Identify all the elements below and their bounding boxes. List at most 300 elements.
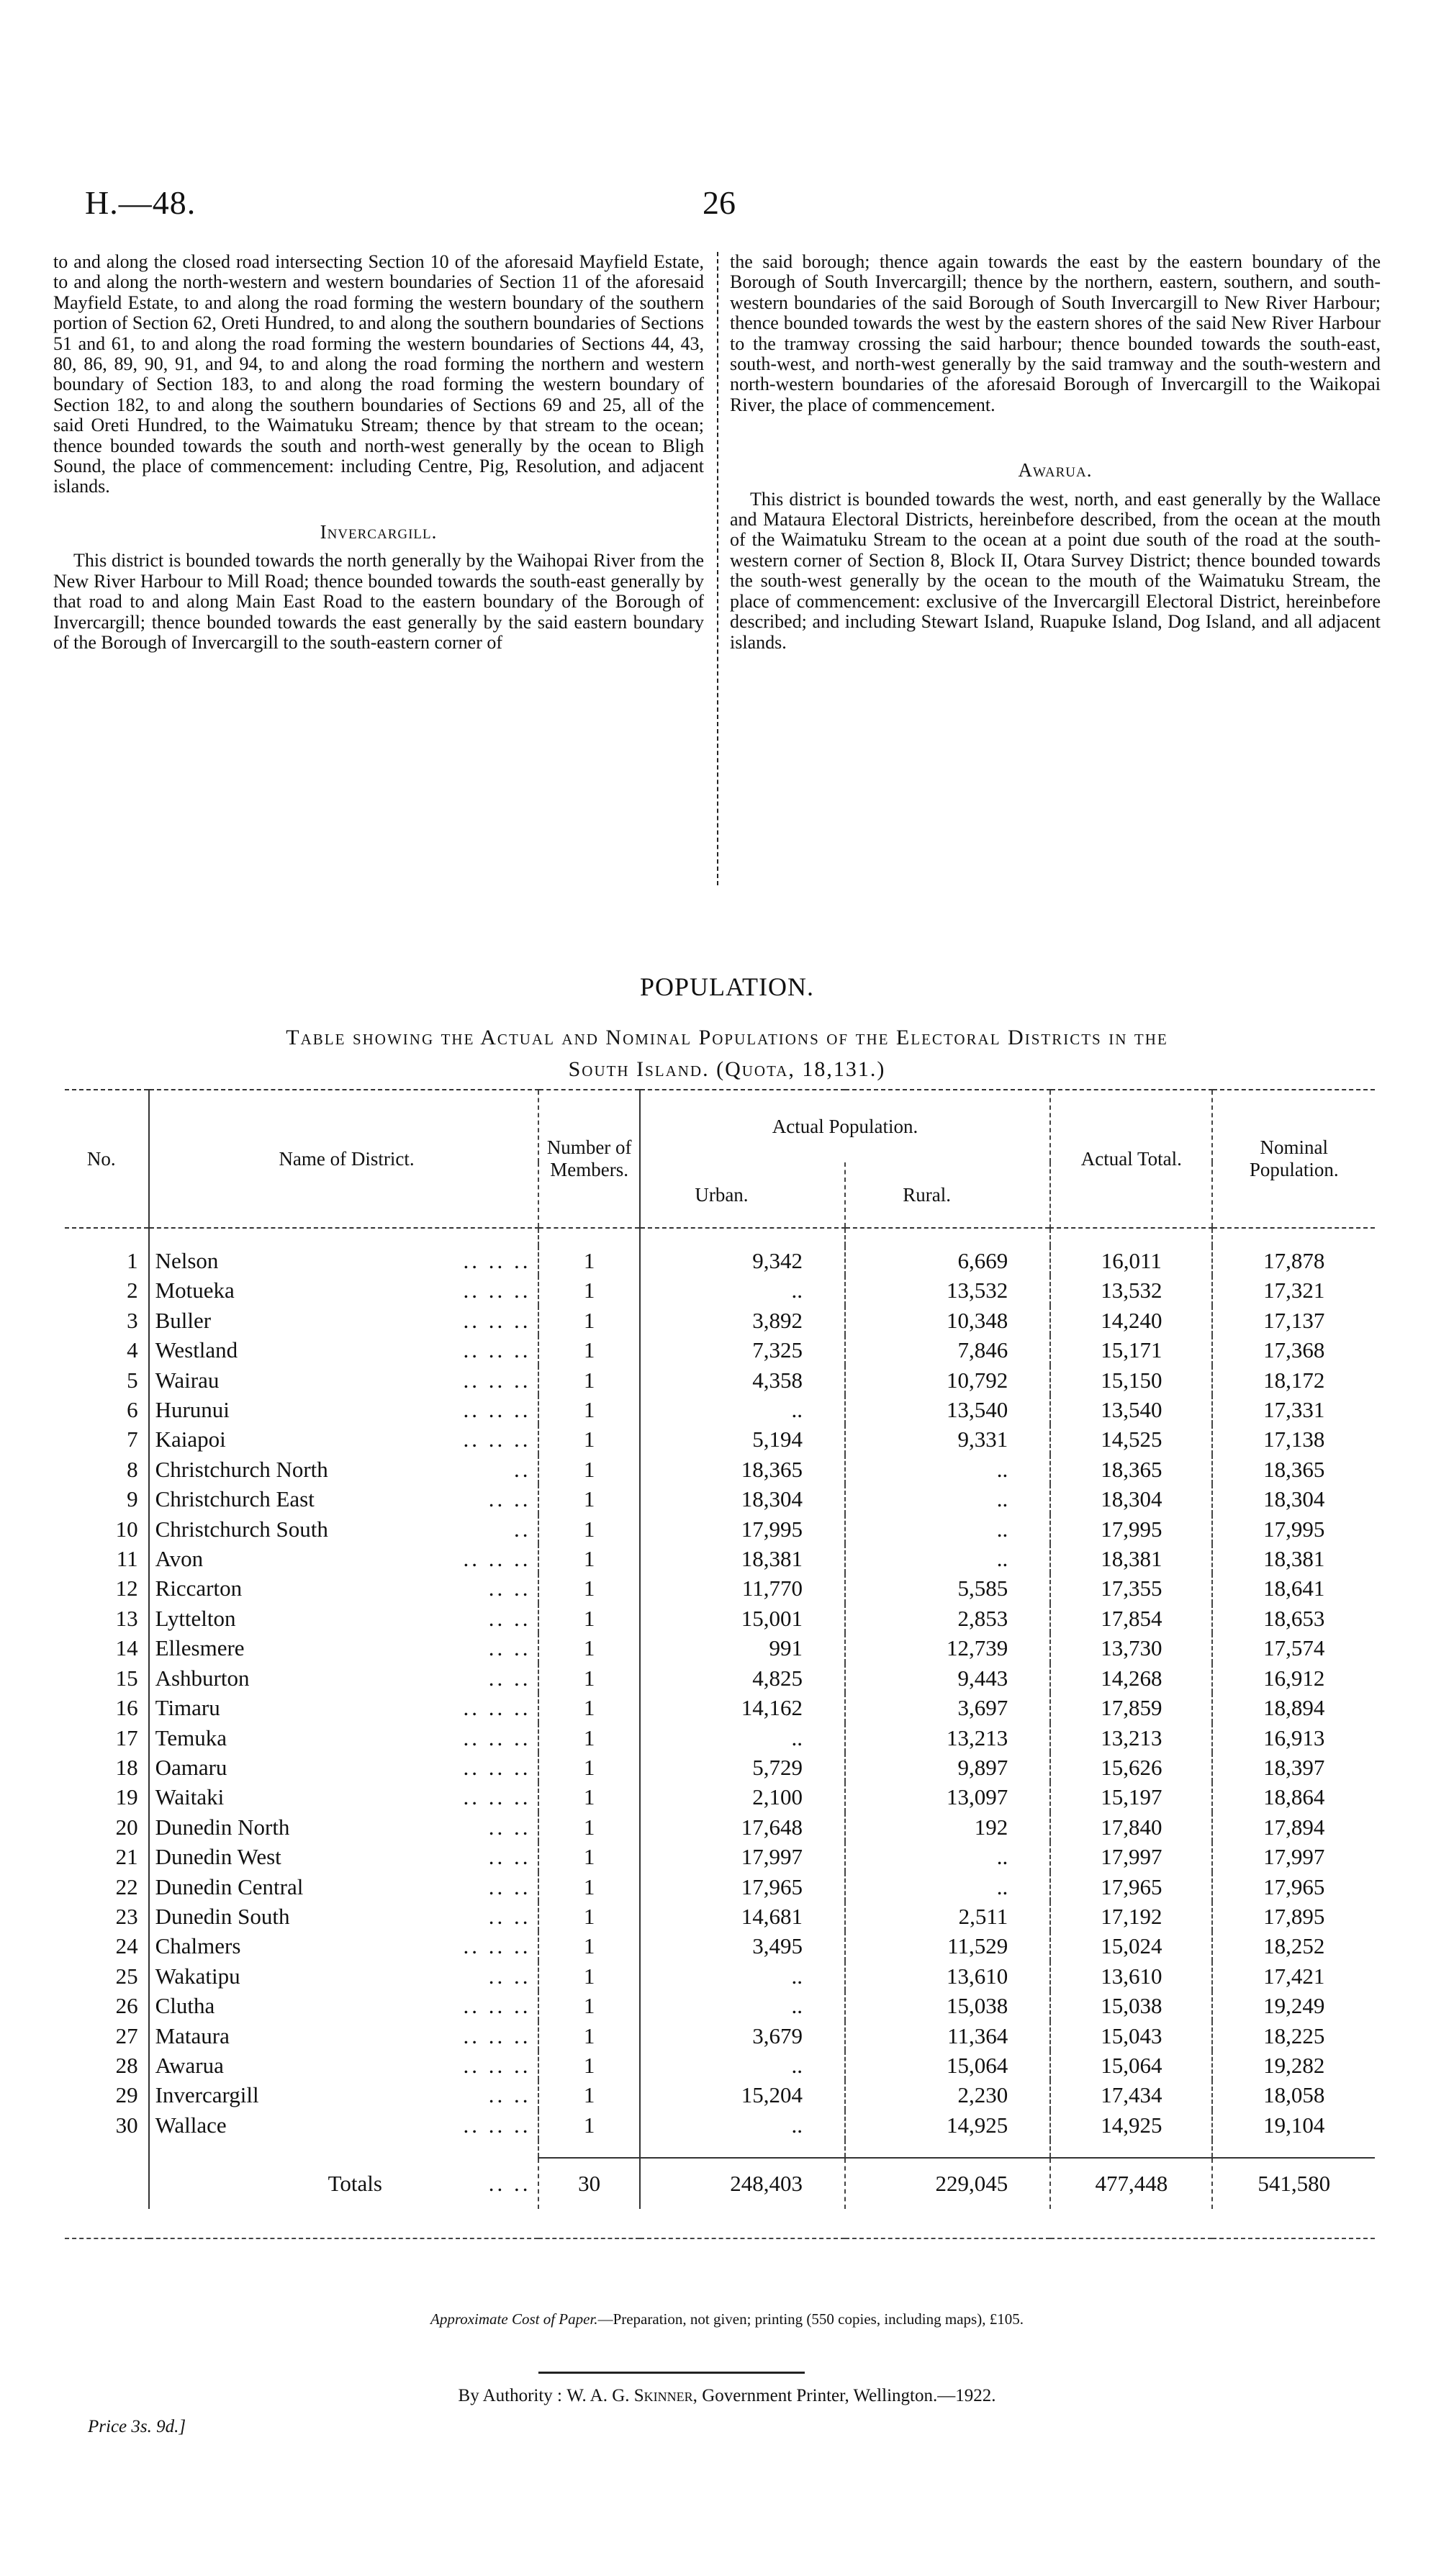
actual-total: 17,997: [1050, 1842, 1212, 1871]
nominal-population: 18,641: [1212, 1573, 1375, 1603]
table-row: [65, 1931, 1375, 1961]
table-row: [65, 1633, 1375, 1663]
nominal-population: 17,965: [1212, 1872, 1375, 1902]
district-name-wrap: [155, 2021, 538, 2051]
actual-total: 17,355: [1050, 1573, 1212, 1603]
district-number: 18: [115, 1754, 138, 1780]
district-name: Wairau: [155, 1367, 220, 1393]
district-name-cell: [149, 1753, 539, 1782]
district-name-cell: [149, 1872, 539, 1902]
section-heading-awarua: Awarua.: [1018, 459, 1093, 482]
nominal-population: 17,894: [1212, 1812, 1375, 1842]
actual-total: 15,626: [1050, 1753, 1212, 1782]
district-name-wrap: [155, 1842, 538, 1871]
district-name-wrap: [155, 1633, 538, 1663]
leader-dots: .. .. ..: [463, 1278, 531, 1303]
urban-population: 18,381: [640, 1544, 845, 1573]
awarua-boundary-text: This district is bounded towards the west, north, and east generally by the Wallace and Mataura Electoral Districts, hereinbefore described, from the ocean at the mouth of the Waimatuku Stream to the ocean at a point due south of the road at the south-western corner of Section 8, Block II, Otara Survey District; thence bounded towards the south-west generally by the ocean to the mouth of the Waimatuku Stream, the place of commencement: exclusive of the Invercargill Electoral District, hereinbefore described; and including Stewart Island, Ruapuke Island, Dog Island, and all adjacent islands.: [730, 488, 1381, 653]
nominal-population: 16,912: [1212, 1663, 1375, 1693]
header-members: Number of Members.: [538, 1090, 639, 1228]
district-name: Ashburton: [155, 1665, 250, 1691]
district-number: 29: [115, 2082, 138, 2108]
document-code: H.—48.: [85, 184, 197, 221]
actual-total: 14,240: [1050, 1306, 1212, 1335]
table-row: [65, 1573, 1375, 1603]
members-count: 1: [538, 1455, 639, 1484]
leader-dots: .. .. ..: [463, 1427, 531, 1452]
leader-dots: .. ..: [488, 1903, 531, 1929]
district-name: Riccarton: [155, 1576, 243, 1601]
district-name: Lyttelton: [155, 1605, 236, 1631]
district-name-cell: [149, 1604, 539, 1633]
nominal-population: 18,304: [1212, 1484, 1375, 1514]
rural-population: 2,230: [845, 2080, 1050, 2110]
district-name: Clutha: [155, 1993, 215, 2019]
end-rule-cell: [65, 2209, 1375, 2238]
rural-population: 10,792: [845, 1365, 1050, 1395]
members-count: 1: [538, 1693, 639, 1722]
leader-dots: ..: [513, 1456, 531, 1482]
nominal-population: 17,137: [1212, 1306, 1375, 1335]
leader-dots: .. .. ..: [463, 1367, 531, 1393]
page-header: [85, 184, 1381, 227]
district-name-cell: [149, 1306, 539, 1335]
district-name: Temuka: [155, 1725, 227, 1750]
leader-dots: .. ..: [488, 1665, 531, 1691]
leader-dots: .. ..: [488, 1963, 531, 1989]
district-name-cell: [149, 1931, 539, 1961]
district-name: Wallace: [155, 2112, 227, 2138]
district-number: 26: [115, 1993, 138, 2019]
district-number: 27: [115, 2023, 138, 2048]
rural-population: 13,540: [845, 1395, 1050, 1424]
district-name-wrap: [155, 1902, 538, 1931]
table-row: [65, 1395, 1375, 1424]
nominal-population: 18,397: [1212, 1753, 1375, 1782]
rural-population: 11,529: [845, 1931, 1050, 1961]
district-number: 11: [116, 1546, 138, 1572]
members-count: 1: [538, 1991, 639, 2020]
members-count: 1: [538, 1514, 639, 1544]
table-row: [65, 1424, 1375, 1454]
leader-dots: .. .. ..: [463, 1307, 531, 1333]
leader-dots: .. .. ..: [463, 1546, 531, 1572]
members-count: 1: [538, 1573, 639, 1603]
actual-total: 17,859: [1050, 1693, 1212, 1722]
urban-population: 15,001: [640, 1604, 845, 1633]
actual-total: 17,995: [1050, 1514, 1212, 1544]
members-count: 1: [538, 1335, 639, 1365]
totals-label-wrap: [155, 2159, 538, 2209]
district-name-cell: [149, 1335, 539, 1365]
district-name-wrap: [155, 1484, 538, 1514]
members-count: 1: [538, 1365, 639, 1395]
population-table-wrapper: [65, 1089, 1375, 2239]
urban-population: 2,100: [640, 1782, 845, 1812]
district-name-cell: [149, 1424, 539, 1454]
urban-population: ..: [640, 1991, 845, 2020]
leader-dots: .. .. ..: [463, 2023, 531, 2048]
invercargill-boundary-continuation: the said borough; thence again towards the east by the eastern boundary of the Borough of South Invercargill; thence by the northern, eastern, southern, and south-western boundaries of the said Borough of South Invercargill to New River Harbour; thence bounded towards the west by the eastern shores of the said New River Harbour to the tramway crossing the said harbour; thence bounded towards the south-east, south-west, and north-west generally by the said tramway and the south-western and north-western boundaries of the aforesaid Borough of Invercargill to the Waikopai River, the place of commencement.: [730, 251, 1381, 415]
district-name-cell: [149, 1902, 539, 1931]
table-row: [65, 1484, 1375, 1514]
nominal-population: 18,252: [1212, 1931, 1375, 1961]
district-name-wrap: [155, 1514, 538, 1544]
district-name: Buller: [155, 1307, 212, 1333]
urban-population: 18,304: [640, 1484, 845, 1514]
header-urban: Urban.: [640, 1162, 845, 1228]
table-row: [65, 1455, 1375, 1484]
district-name-cell: [149, 1484, 539, 1514]
members-count: 1: [538, 1633, 639, 1663]
rural-population: 5,585: [845, 1573, 1050, 1603]
district-name-cell: [149, 1573, 539, 1603]
district-name: Christchurch North: [155, 1456, 328, 1482]
district-name-cell: [149, 1395, 539, 1424]
district-number: 30: [115, 2112, 138, 2138]
urban-population: 18,365: [640, 1455, 845, 1484]
spacer-cell: [845, 2140, 1050, 2158]
urban-population: 5,729: [640, 1753, 845, 1782]
members-count: 1: [538, 1663, 639, 1693]
urban-population: ..: [640, 1961, 845, 1991]
urban-population: 4,825: [640, 1663, 845, 1693]
actual-total: 13,610: [1050, 1961, 1212, 1991]
district-name-wrap: [155, 1782, 538, 1812]
district-name-wrap: [155, 1544, 538, 1573]
district-name-wrap: [155, 1753, 538, 1782]
spacer-cell: [65, 2140, 149, 2158]
leader-dots: .. .. ..: [463, 1397, 531, 1423]
leader-dots: .. ..: [488, 1814, 531, 1840]
district-name-cell: [149, 1633, 539, 1663]
nominal-population: 17,321: [1212, 1275, 1375, 1305]
nominal-population: 18,864: [1212, 1782, 1375, 1812]
actual-total: 13,213: [1050, 1723, 1212, 1753]
nominal-population: 17,138: [1212, 1424, 1375, 1454]
district-name-cell: [149, 1246, 539, 1275]
nominal-population: 17,878: [1212, 1246, 1375, 1275]
leader-dots: .. ..: [488, 1486, 531, 1512]
members-count: 1: [538, 1544, 639, 1573]
price-label: Price 3s. 9d.]: [88, 2417, 186, 2436]
district-number: 19: [115, 1784, 138, 1810]
total-nominal: 541,580: [1212, 2158, 1375, 2209]
district-number: 20: [115, 1814, 138, 1840]
actual-total: 16,011: [1050, 1246, 1212, 1275]
district-name-cell: [149, 1455, 539, 1484]
district-name-cell: [149, 1812, 539, 1842]
district-name: Ellesmere: [155, 1635, 245, 1661]
section-heading-invercargill: Invercargill.: [320, 520, 438, 543]
actual-total: 15,150: [1050, 1365, 1212, 1395]
district-name: Chalmers: [155, 1933, 241, 1959]
district-name: Dunedin South: [155, 1903, 290, 1929]
district-name: Kaiapoi: [155, 1427, 226, 1452]
urban-population: ..: [640, 1723, 845, 1753]
nominal-population: 16,913: [1212, 1723, 1375, 1753]
rural-population: ..: [845, 1455, 1050, 1484]
district-name-wrap: [155, 1663, 538, 1693]
leader-dots: .. ..: [488, 1605, 531, 1631]
members-count: 1: [538, 1306, 639, 1335]
header-nominal-population: Nominal Population.: [1212, 1090, 1375, 1228]
rural-population: 15,064: [845, 2051, 1050, 2080]
nominal-population: 19,249: [1212, 1991, 1375, 2020]
district-name-cell: [149, 1275, 539, 1305]
population-table-body: [65, 1228, 1375, 2238]
district-name-wrap: [155, 1812, 538, 1842]
actual-total: 13,532: [1050, 1275, 1212, 1305]
urban-population: 5,194: [640, 1424, 845, 1454]
district-name: Awarua: [155, 2052, 224, 2078]
district-name-cell: [149, 2080, 539, 2110]
header-actual-total: Actual Total.: [1050, 1090, 1212, 1228]
urban-population: 11,770: [640, 1573, 845, 1603]
district-name-wrap: [155, 1246, 538, 1275]
district-number: 28: [115, 2052, 138, 2078]
leader-dots: .. .. ..: [463, 1725, 531, 1750]
right-column: [730, 252, 1381, 653]
district-name-wrap: [155, 2080, 538, 2110]
urban-population: 17,965: [640, 1872, 845, 1902]
table-row: [65, 1693, 1375, 1722]
district-name-cell: [149, 1961, 539, 1991]
members-count: 1: [538, 2051, 639, 2080]
members-count: 1: [538, 1902, 639, 1931]
nominal-population: 18,653: [1212, 1604, 1375, 1633]
rural-population: 9,331: [845, 1424, 1050, 1454]
spacer-cell: [640, 2140, 845, 2158]
table-row: [65, 1663, 1375, 1693]
rural-population: ..: [845, 1872, 1050, 1902]
members-count: 1: [538, 1782, 639, 1812]
rural-population: 13,610: [845, 1961, 1050, 1991]
district-name: Dunedin North: [155, 1814, 290, 1840]
left-column: [53, 252, 704, 653]
actual-total: 13,730: [1050, 1633, 1212, 1663]
nominal-population: 17,421: [1212, 1961, 1375, 1991]
district-name: Avon: [155, 1546, 204, 1572]
header-rural: Rural.: [845, 1162, 1050, 1228]
totals-label-cell: [149, 2158, 539, 2209]
leader-dots: .. .. ..: [463, 2112, 531, 2138]
population-table: [65, 1089, 1375, 2239]
members-count: 1: [538, 1812, 639, 1842]
district-number: 2: [127, 1278, 138, 1303]
district-number: 1: [127, 1248, 138, 1273]
rural-population: 6,669: [845, 1246, 1050, 1275]
leader-dots: .. .. ..: [463, 1933, 531, 1959]
district-name-wrap: [155, 1455, 538, 1484]
members-count: 1: [538, 2110, 639, 2140]
southland-boundary-continuation: to and along the closed road intersecting Section 10 of the aforesaid Mayfield Estate, to and along the north-western and western boundaries of Section 11 of the aforesaid Mayfield Estate, to and along the road forming the western boundary of the southern portion of Section 62, Oreti Hundred, to and along the southern boundaries of Sections 51 and 61, to and along the road forming the western boundaries of Sections 44, 43, 80, 86, 89, 90, 91, and 94, to and along the road forming the northern and western boundary of Section 183, to and along the road forming the western boundary of Section 182, to and along the southern boundaries of Sections 69 and 25, all of the said Oreti Hundred, to the Waimatuku Stream; thence by that stream to the ocean; thence bounded towards the south and north-west generally by the ocean to Bligh Sound, the place of commencement: including Centre, Pig, Resolution, and adjacent islands.: [53, 251, 704, 497]
total-members: 30: [538, 2158, 639, 2209]
table-row: [65, 1991, 1375, 2020]
nominal-population: 18,058: [1212, 2080, 1375, 2110]
nominal-population: 17,895: [1212, 1902, 1375, 1931]
table-row: [65, 1782, 1375, 1812]
leader-dots: .. .. ..: [463, 1993, 531, 2019]
district-name: Invercargill: [155, 2082, 259, 2108]
district-name-cell: [149, 1991, 539, 2020]
district-name-wrap: [155, 1991, 538, 2020]
district-number: 23: [115, 1903, 138, 1929]
members-count: 1: [538, 1246, 639, 1275]
table-row: [65, 1753, 1375, 1782]
leader-dots: .. .. ..: [463, 1754, 531, 1780]
rural-population: 9,897: [845, 1753, 1050, 1782]
cost-text: —Preparation, not given; printing (550 copies, including maps), £105.: [597, 2310, 1024, 2328]
rural-population: ..: [845, 1842, 1050, 1871]
authority-suffix: Government Printer, Wellington.—1922.: [702, 2386, 996, 2405]
rural-population: 2,511: [845, 1902, 1050, 1931]
district-name-cell: [149, 2051, 539, 2080]
urban-population: 17,995: [640, 1514, 845, 1544]
authority-prefix: By Authority :: [458, 2386, 562, 2405]
district-name-cell: [149, 1544, 539, 1573]
header-no: No.: [65, 1090, 149, 1228]
members-count: 1: [538, 1723, 639, 1753]
district-name-wrap: [155, 1573, 538, 1603]
rural-population: 11,364: [845, 2021, 1050, 2051]
rural-population: 13,532: [845, 1275, 1050, 1305]
members-count: 1: [538, 1961, 639, 1991]
members-count: 1: [538, 1604, 639, 1633]
grand-actual-total: 477,448: [1050, 2158, 1212, 2209]
district-name: Waitaki: [155, 1784, 225, 1810]
district-number: 12: [115, 1576, 138, 1601]
table-row: [65, 1306, 1375, 1335]
nominal-population: 17,995: [1212, 1514, 1375, 1544]
urban-population: 3,495: [640, 1931, 845, 1961]
district-number: 21: [115, 1844, 138, 1870]
leader-dots: .. .. ..: [463, 1248, 531, 1273]
table-row: [65, 2021, 1375, 2051]
urban-population: 14,681: [640, 1902, 845, 1931]
district-name: Wakatipu: [155, 1963, 240, 1989]
urban-population: 15,204: [640, 2080, 845, 2110]
members-count: 1: [538, 1424, 639, 1454]
district-name: Oamaru: [155, 1754, 227, 1780]
nominal-population: 18,381: [1212, 1544, 1375, 1573]
nominal-population: 19,104: [1212, 2110, 1375, 2140]
table-row: [65, 1365, 1375, 1395]
urban-population: 9,342: [640, 1246, 845, 1275]
printer-imprint: [0, 2386, 1454, 2406]
totals-label: Totals: [328, 2170, 382, 2196]
table-row: [65, 1812, 1375, 1842]
district-name-wrap: [155, 1365, 538, 1395]
rural-population: ..: [845, 1514, 1050, 1544]
urban-population: 14,162: [640, 1693, 845, 1722]
actual-total: 17,192: [1050, 1902, 1212, 1931]
district-name-wrap: [155, 1693, 538, 1722]
header-actual-population: Actual Population.: [640, 1090, 1050, 1162]
boundary-descriptions: [53, 252, 1401, 900]
district-name: Westland: [155, 1337, 238, 1363]
leader-dots: .. ..: [488, 1874, 531, 1899]
district-name-cell: [149, 1693, 539, 1722]
actual-total: 14,525: [1050, 1424, 1212, 1454]
members-count: 1: [538, 1842, 639, 1871]
actual-total: 18,381: [1050, 1544, 1212, 1573]
district-number: 3: [127, 1307, 138, 1333]
rural-population: 2,853: [845, 1604, 1050, 1633]
spacer-cell: [149, 2140, 539, 2158]
urban-population: 7,325: [640, 1335, 845, 1365]
table-row: [65, 1604, 1375, 1633]
table-row: [65, 1872, 1375, 1902]
rural-population: 10,348: [845, 1306, 1050, 1335]
leader-dots: .. .. ..: [463, 2052, 531, 2078]
population-table-caption: [65, 1022, 1389, 1085]
district-name-wrap: [155, 1604, 538, 1633]
table-end-rule: [65, 2209, 1375, 2238]
total-urban: 248,403: [640, 2158, 845, 2209]
nominal-population: 17,997: [1212, 1842, 1375, 1871]
caption-line-2: South Island. (Quota, 18,131.): [568, 1057, 886, 1081]
rural-population: 192: [845, 1812, 1050, 1842]
invercargill-boundary-text: This district is bounded towards the north generally by the Waihopai River from the New River Harbour to Mill Road; thence bounded towards the south-east generally by that road to and along Main East Road to the eastern boundary of the Borough of Invercargill; thence bounded towards the east generally by the said eastern boundary of the Borough of Invercargill to the south-eastern corner of: [53, 550, 704, 653]
rural-population: ..: [845, 1544, 1050, 1573]
urban-population: 17,997: [640, 1842, 845, 1871]
district-name-wrap: [155, 1424, 538, 1454]
district-number: 4: [127, 1337, 138, 1363]
district-name-cell: [149, 1663, 539, 1693]
header-district-name: Name of District.: [149, 1090, 539, 1228]
district-name-cell: [149, 1365, 539, 1395]
members-count: 1: [538, 2021, 639, 2051]
actual-total: 15,171: [1050, 1335, 1212, 1365]
district-name: Timaru: [155, 1695, 220, 1721]
district-name: Mataura: [155, 2023, 230, 2048]
leader-dots: .. ..: [488, 2082, 531, 2108]
district-name-wrap: [155, 1931, 538, 1961]
actual-total: 17,854: [1050, 1604, 1212, 1633]
leader-dots: .. ..: [488, 1844, 531, 1870]
table-row: [65, 2110, 1375, 2140]
urban-population: ..: [640, 2110, 845, 2140]
urban-population: 4,358: [640, 1365, 845, 1395]
actual-total: 15,064: [1050, 2051, 1212, 2080]
district-name-cell: [149, 1723, 539, 1753]
total-rural: 229,045: [845, 2158, 1050, 2209]
rural-population: 13,213: [845, 1723, 1050, 1753]
footer-divider: [538, 2372, 805, 2374]
table-row: [65, 1544, 1375, 1573]
totals-row: [65, 2158, 1375, 2209]
printer-name: W. A. G. Skinner,: [566, 2386, 697, 2405]
table-row: [65, 1842, 1375, 1871]
actual-total: 17,434: [1050, 2080, 1212, 2110]
column-divider: [717, 252, 718, 885]
table-row: [65, 1335, 1375, 1365]
members-count: 1: [538, 1275, 639, 1305]
spacer-cell: [1050, 2140, 1212, 2158]
actual-total: 13,540: [1050, 1395, 1212, 1424]
district-number: 5: [127, 1367, 138, 1393]
district-name: Hurunui: [155, 1397, 230, 1423]
table-row: [65, 2051, 1375, 2080]
nominal-population: 17,368: [1212, 1335, 1375, 1365]
table-row: [65, 1246, 1375, 1275]
members-count: 1: [538, 1395, 639, 1424]
district-name: Christchurch South: [155, 1516, 328, 1542]
leader-dots: .. ..: [488, 1635, 531, 1661]
table-row: [65, 2080, 1375, 2110]
district-number: 13: [115, 1605, 138, 1631]
